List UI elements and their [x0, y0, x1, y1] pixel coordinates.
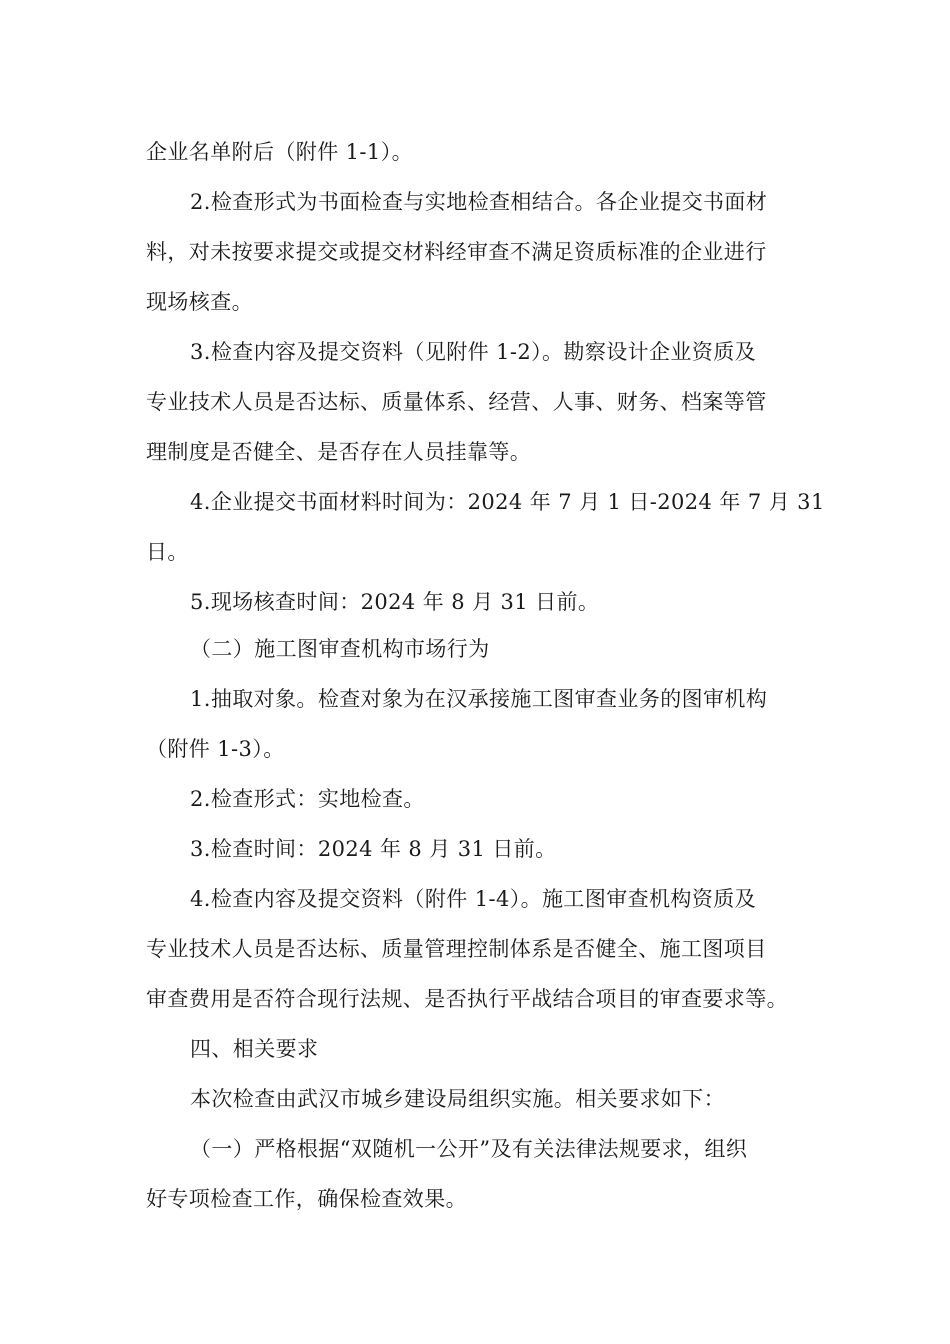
section-heading: 四、相关要求: [190, 1037, 319, 1061]
text-line: 4.检查内容及提交资料（附件 1-4）。施工图审查机构资质及: [190, 887, 757, 911]
text-line: 2.检查形式：实地检查。: [190, 787, 425, 811]
text-line: 现场核查。: [146, 290, 253, 314]
text-line: 理制度是否健全、是否存在人员挂靠等。: [146, 440, 532, 464]
text-line: 日。: [146, 540, 189, 564]
section-heading: （二）施工图审查机构市场行为: [190, 637, 490, 661]
text-line: （一）严格根据“双随机一公开”及有关法律法规要求，组织: [190, 1137, 748, 1161]
text-line: 好专项检查工作，确保检查效果。: [146, 1187, 467, 1211]
text-line: （附件 1-3）。: [146, 737, 285, 761]
text-line: 专业技术人员是否达标、质量体系、经营、人事、财务、档案等管: [146, 390, 767, 414]
text-line: 审查费用是否符合现行法规、是否执行平战结合项目的审查要求等。: [146, 987, 788, 1011]
text-line: 3.检查时间：2024 年 8 月 31 日前。: [190, 837, 557, 861]
text-line: 本次检查由武汉市城乡建设局组织实施。相关要求如下：: [190, 1087, 725, 1111]
text-line: 3.检查内容及提交资料（见附件 1-2）。勘察设计企业资质及: [190, 340, 757, 364]
text-line: 5.现场核查时间：2024 年 8 月 31 日前。: [190, 590, 600, 614]
text-line: 2.检查形式为书面检查与实地检查相结合。各企业提交书面材: [190, 190, 768, 214]
text-line: 专业技术人员是否达标、质量管理控制体系是否健全、施工图项目: [146, 937, 767, 961]
text-line: 1.抽取对象。检查对象为在汉承接施工图审查业务的图审机构: [190, 687, 768, 711]
text-line: 4.企业提交书面材料时间为：2024 年 7 月 1 日-2024 年 7 月 31: [190, 490, 825, 514]
text-line: 料，对未按要求提交或提交材料经审查不满足资质标准的企业进行: [146, 240, 767, 264]
text-line: 企业名单附后（附件 1-1）。: [146, 140, 413, 164]
